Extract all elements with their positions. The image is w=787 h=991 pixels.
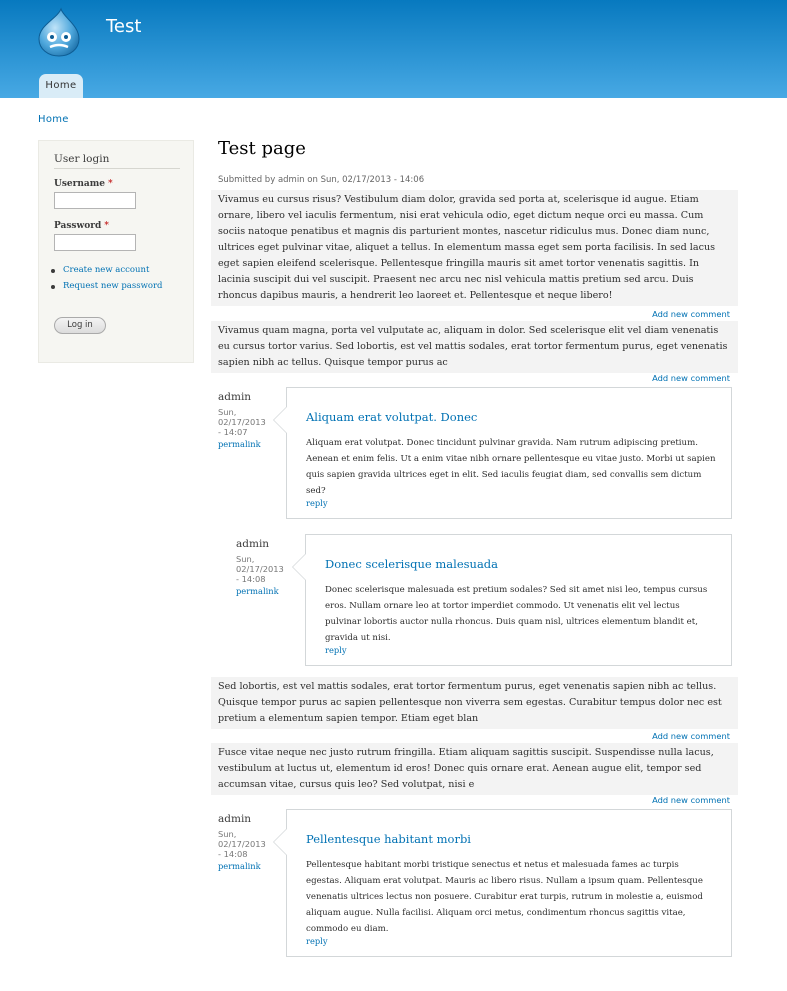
add-comment-link[interactable]: Add new comment	[652, 309, 730, 319]
required-mark: *	[108, 179, 113, 189]
comment-box	[286, 387, 732, 519]
list-item	[51, 281, 162, 297]
page-title: Test page	[218, 138, 306, 159]
comment-box	[305, 534, 732, 666]
comment-title[interactable]: Aliquam erat volutpat. Donec	[306, 410, 478, 424]
password-label-text: Password	[54, 221, 102, 231]
site-header	[0, 0, 787, 98]
drupal-logo-icon[interactable]	[37, 7, 81, 57]
password-label	[54, 221, 109, 231]
comment-permalink[interactable]: permalink	[236, 586, 279, 596]
comment-body: Aliquam erat volutpat. Donec tincidunt pulvinar gravida. Nam rutrum adipiscing pretium. Aenean et enim felis. Ut a enim vitae nibh ornare pellentesque eu vitae justo. Morbi ut sapien quis sapien gravida ultrices eget in elit. Sed iaculis feugiat diam, sed convallis sem dictum sed?	[306, 438, 716, 496]
comment-date: Sun, 02/17/2013 - 14:08	[218, 829, 266, 859]
required-mark: *	[104, 221, 109, 231]
content-paragraph: Sed lobortis, est vel mattis sodales, erat tortor fermentum purus, eget venenatis sapien nibh ac tellus. Quisque tempor purus ac sapien pellentesque non viverra sem egestas. Curabitur tempus dolor nec est pretium a elementum sapien tempor. Etiam eget blan	[211, 677, 738, 729]
user-links	[51, 265, 162, 297]
comment-author: admin	[236, 538, 270, 550]
submitted-info: Submitted by admin on Sun, 02/17/2013 - 14:06	[218, 175, 425, 185]
add-comment-link[interactable]: Add new comment	[652, 731, 730, 741]
content-paragraph: Vivamus eu cursus risus? Vestibulum diam dolor, gravida sed porta at, scelerisque id augue. Etiam ornare, libero vel iaculis fermentum, nisi erat vehicula odio, eget dictum neque orci eu massa. Cum sociis natoque penatibus et magnis dis parturient montes, nascetur ridiculus mus. Donec diam nunc, ultrices eget pulvinar vitae, aliquet a tellus. In elementum massa eget sem porta facilisis. In sed lacus eget sapien eleifend scelerisque. Pellentesque fringilla mauris sit amet tortor venenatis sagittis. In lacinia suscipit dui vel suscipit. Praesent nec arcu nec nisl vehicula mattis pretium sed arcu. Duis rhoncus dapibus mauris, a hendrerit leo laoreet et. Pellentesque et neque libero!	[211, 190, 738, 306]
comment-author: admin	[218, 813, 252, 825]
comment-date: Sun, 02/17/2013 - 14:07	[218, 407, 266, 437]
tab-home[interactable]: Home	[39, 74, 83, 98]
comment-title[interactable]: Donec scelerisque malesuada	[325, 557, 499, 571]
user-login-block	[38, 140, 194, 363]
block-title: User login	[54, 153, 180, 169]
comment-permalink[interactable]: permalink	[218, 861, 261, 871]
login-button[interactable]: Log in	[54, 317, 106, 334]
comment-body: Pellentesque habitant morbi tristique senectus et netus et malesuada fames ac turpis egestas. Aliquam erat volutpat. Mauris ac libero risus. Nullam a ipsum quam. Pellentesque venenatis ultrices lectus non posuere. Curabitur erat turpis, rutrum in molestie a, euismod aliquam augue. Nulla facilisi. Aliquam orci metus, condimentum rhoncus sagittis vitae, commodo eu diam.	[306, 860, 703, 934]
site-name[interactable]: Test	[106, 16, 142, 37]
username-label	[54, 179, 113, 189]
add-comment-link[interactable]: Add new comment	[652, 373, 730, 383]
comment-title[interactable]: Pellentesque habitant morbi	[306, 832, 471, 846]
password-input[interactable]	[54, 234, 136, 251]
breadcrumb-home-link[interactable]: Home	[38, 114, 69, 125]
reply-link[interactable]: reply	[306, 498, 328, 508]
comment-date: Sun, 02/17/2013 - 14:08	[236, 554, 284, 584]
create-account-link[interactable]: Create new account	[63, 265, 150, 275]
content-paragraph: Vivamus quam magna, porta vel vulputate ac, aliquam in dolor. Sed scelerisque elit vel diam venenatis eu cursus tortor varius. Sed lobortis, est vel mattis sodales, erat tortor fermentum purus, eget venenatis sapien nibh ac tellus. Quisque tempor purus ac	[211, 321, 738, 373]
add-comment-link[interactable]: Add new comment	[652, 795, 730, 805]
list-item	[51, 265, 162, 281]
username-label-text: Username	[54, 179, 106, 189]
comment-box	[286, 809, 732, 957]
reply-link[interactable]: reply	[325, 645, 347, 655]
comment-body: Donec scelerisque malesuada est pretium sodales? Sed sit amet nisi leo, tempus cursus eros. Nullam ornare leo at tortor imperdiet commodo. Ut venenatis elit vel lectus pulvinar lobortis auctor nulla rhoncus. Duis quam nisl, ultrices elementum blandit et, gravida ut nisi.	[325, 585, 708, 643]
content-paragraph: Fusce vitae neque nec justo rutrum fringilla. Etiam aliquam sagittis suscipit. Suspendisse nulla lacus, vestibulum at luctus ut, elementum id eros! Donec quis ornare erat. Aenean augue elit, tempor sed accumsan vitae, cursus quis leo? Sed volutpat, nisi e	[211, 743, 738, 795]
comment-permalink[interactable]: permalink	[218, 439, 261, 449]
comment-author: admin	[218, 391, 252, 403]
username-input[interactable]	[54, 192, 136, 209]
reply-link[interactable]: reply	[306, 936, 328, 946]
request-password-link[interactable]: Request new password	[63, 281, 163, 291]
